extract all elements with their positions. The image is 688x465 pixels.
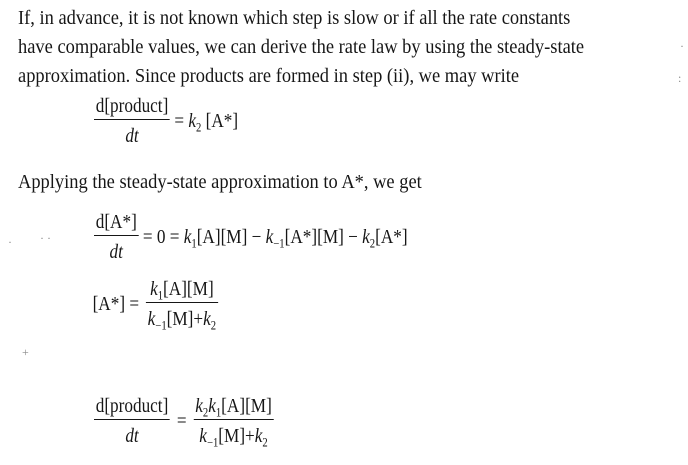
fraction-denominator: dt [125,125,139,147]
intermediate-concentration-equation [90,278,218,333]
steady-state-equation [94,212,408,262]
intermediate-rate-fraction [94,212,139,262]
fraction-numerator: $k_1[A][M]$ [146,279,218,303]
rate-expression: = $k_2$ [A*] [174,110,239,135]
fraction-numerator: d[A*] [94,212,139,236]
fraction-denominator: dt [125,425,139,447]
fraction-denominator: $k_{-1}[M]+k_2$ [199,425,268,450]
fraction-numerator: $k_2k_1[A][M]$ [195,395,272,420]
rate-law-fraction [194,395,274,450]
scan-speck: + [22,345,29,359]
intro-paragraph [18,4,671,91]
fraction-numerator: d[product] [94,396,170,420]
intermediate-concentration-fraction [146,278,218,333]
fraction-denominator: $k_{-1}[M]+k_2$ [147,308,217,333]
intro-line-3: approximation. Since products are formed in step (ii), we may write [18,65,520,87]
intro-line-2: have comparable values, we can derive the rate law by using the steady-state [18,36,585,58]
equation-lhs: [A*] = [92,293,140,315]
fraction-numerator: d[product] [94,96,170,120]
scan-speck: : [678,71,682,85]
scan-speck: · · [40,231,51,245]
scan-speck: · [8,235,12,249]
product-rate-fraction [94,96,170,146]
rate-equation-product [94,96,238,146]
scan-speck: · [680,39,684,53]
equals-sign: = [176,410,187,432]
final-rate-law-equation [94,395,274,450]
product-rate-fraction [94,396,170,446]
intro-line-1: If, in advance, it is not known which step is slow or if all the rate constants [18,7,571,29]
fraction-denominator: dt [109,241,123,263]
steady-state-sentence: Applying the steady-state approximation to A*, we get [18,171,422,193]
steady-state-expression: = $0 = k_1[A][M] - k_{-1}[A*][M] - k_2[A*]$ [142,226,408,251]
